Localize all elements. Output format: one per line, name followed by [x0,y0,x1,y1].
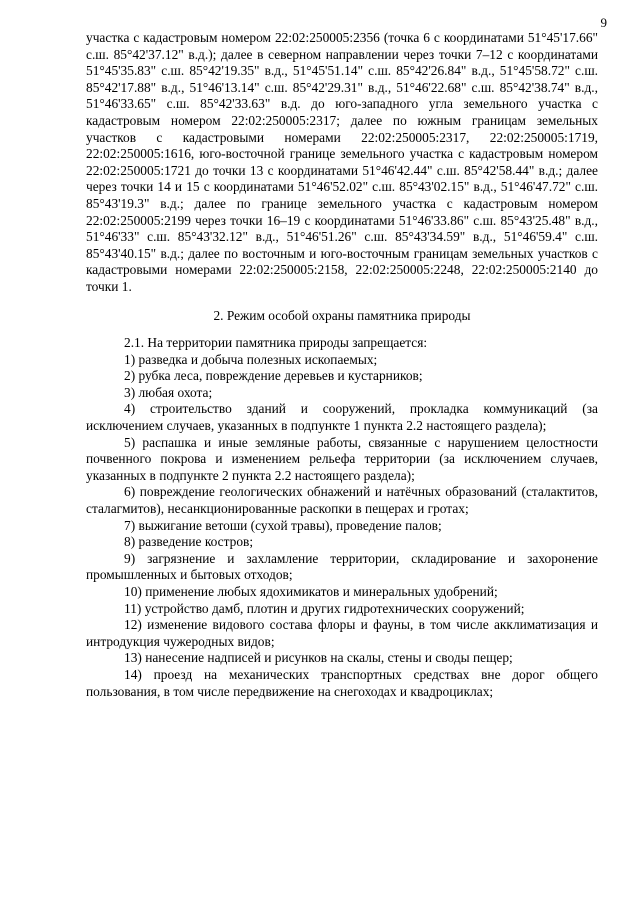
prohibition-item-10: 10) применение любых ядохимикатов и минеральных удобрений; [124,584,498,599]
prohibition-item-9: 9) загрязнение и захламление территории, складирование и захоронение промышленных и бытовых отходов; [86,550,598,583]
prohibition-item-1: 1) разведка и добыча полезных ископаемых; [124,351,378,367]
prohibition-item-3: 3) любая охота; [124,384,213,400]
prohibition-item-4: 4) строительство зданий и сооружений, прокладка коммуникаций (за исключением случаев, указанных в подпункте 1 пункта 2.2 настоящего раздела); [86,401,598,434]
prohibition-item-13: 13) нанесение надписей и рисунков на скалы, стены и своды пещер; [124,650,513,666]
prohibition-item-14: 14) проезд на механических транспортных средствах вне дорог общего пользования, в том числе передвижение на снегоходах и квадроциклах; [86,666,598,699]
prohibition-item-12: 12) изменение видового состава флоры и фауны, в том числе акклиматизация и интродукция чужеродных видов; [86,617,598,649]
prohibition-item-2: 2) рубка леса, повреждение деревьев и кустарников; [124,368,423,384]
prohibition-item-7: 7) выжигание ветоши (сухой травы), проведение палов; [124,517,442,533]
section-heading: 2. Режим особой охраны памятника природы [213,307,471,323]
prohibition-item-8: 8) разведение костров; [124,534,254,550]
prohibition-intro: 2.1. На территории памятника природы запрещается: [124,335,428,351]
prohibition-item-5: 5) распашка и иные земляные работы, связанные с нарушением целостности почвенного покрова и изменением рельефа территории (за исключением случаев, указанных в подпункте 2 пункта 2.2 настоящего раздела); [86,434,598,483]
boundary-description-paragraph: участка с кадастровым номером 22:02:250005:2356 (точка 6 с координатами 51°45'17.66" с.ш. 85°42'37.12" в.д.); далее в северном направлении через точки 7–12 с координатами 51°45'35.83" с.ш. 85°42'19.35" в.д., 51°45'51.14" с.ш. 85°42'26.84" в.д., 51°45'58.72" с.ш. 85°42'17.88" в.д., 51°46'13.14" с.ш. 85°42'29.31" в.д., 51°46'22.68" с.ш. 85°42'38.74" в.д., 51°46'33.65" с.ш. 85°42'33.63" в.д. до юго-западного угла земельного участка с кадастровым номером 22:02:250005:2317; далее по южным границам земельных участков с кадастровыми номерами 22:02:250005:2317, 22:02:250005:1719, 22:02:250005:1616, юго-восточной границе земельного участка с кадастровым номером 22:02:250005:1721 до точки 13 с координатами 51°46'42.44" с.ш. 85°42'58.44" в.д.; далее через точки 14 и 15 с координатами 51°46'52.02" с.ш. 85°43'02.15" в.д., 51°46'47.72" с.ш. 85°43'19.3" в.д.; далее по границе земельного участка с кадастровым номером 22:02:250005:2199 через точки 16–19 с координатами 51°46'33.86" с.ш. 85°43'25.48" в.д., 51°46'33" с.ш. 85°43'32.12" в.д., 51°46'51.26" с.ш. 85°43'34.59" в.д., 51°46'59.4" с.ш. 85°43'40.15" в.д.; далее по восточным и юго-восточным границам земельных участков с кадастровыми номерами 22:02:250005:2158, 22:02:250005:2248, 22:02:250005:2140 до точки 1. [86,30,598,294]
document-body [86,30,598,700]
prohibition-item-6: 6) повреждение геологических обнажений и натёчных образований (сталактитов, сталагмитов), несанкционированные раскопки в пещерах и гротах; [86,484,598,517]
page-number: 9 [600,15,607,30]
prohibition-item-11: 11) устройство дамб, плотин и других гидротехнических сооружений; [124,600,525,616]
